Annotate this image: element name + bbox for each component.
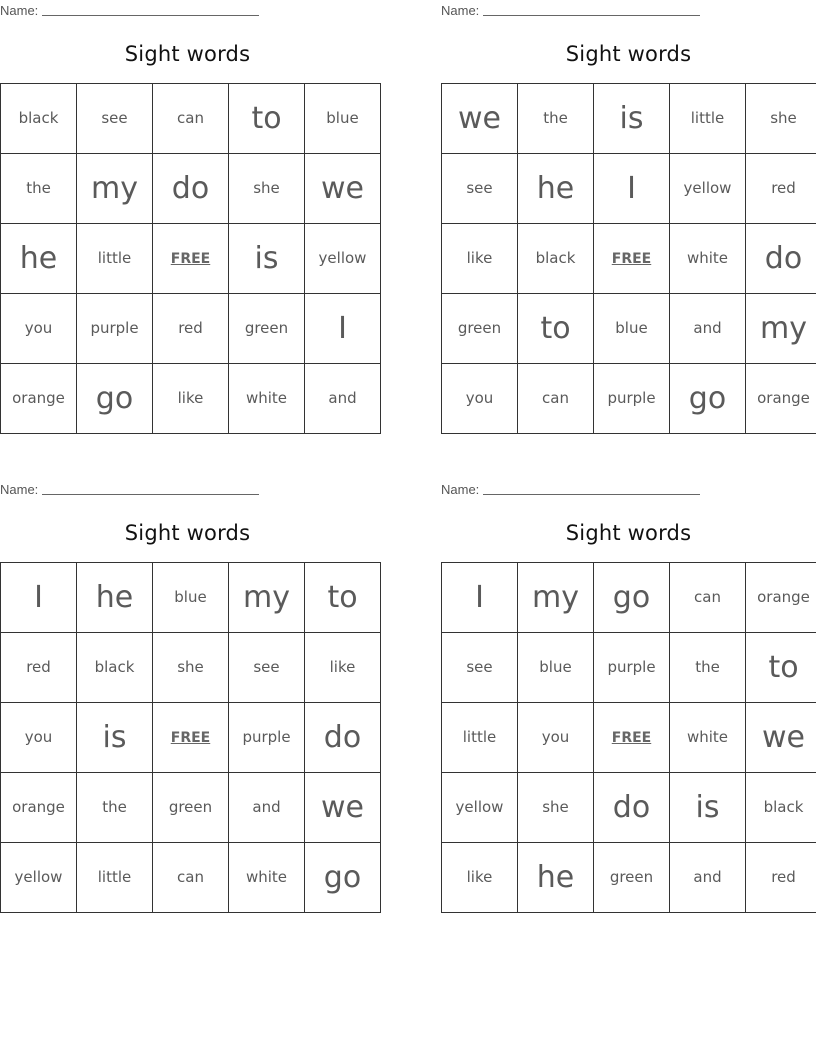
bingo-grid bbox=[0, 83, 381, 434]
name-label: Name: bbox=[441, 482, 480, 497]
grid-cell[interactable]: red bbox=[746, 843, 816, 913]
grid-cell[interactable]: the bbox=[77, 773, 153, 843]
name-label: Name: bbox=[0, 482, 39, 497]
name-label: Name: bbox=[0, 3, 39, 18]
name-underline[interactable] bbox=[483, 484, 700, 495]
grid-cell[interactable]: to bbox=[229, 84, 305, 154]
grid-row bbox=[442, 224, 816, 294]
grid-cell[interactable]: like bbox=[153, 364, 229, 434]
grid-cell[interactable]: she bbox=[746, 84, 816, 154]
grid-cell[interactable]: we bbox=[442, 84, 518, 154]
grid-cell[interactable]: my bbox=[518, 563, 594, 633]
grid-cell[interactable]: my bbox=[229, 563, 305, 633]
grid-cell[interactable]: is bbox=[670, 773, 746, 843]
grid-cell[interactable]: blue bbox=[518, 633, 594, 703]
grid-cell[interactable]: black bbox=[518, 224, 594, 294]
grid-cell[interactable]: do bbox=[746, 224, 816, 294]
grid-row bbox=[1, 84, 381, 154]
name-underline[interactable] bbox=[483, 5, 700, 16]
grid-cell[interactable]: like bbox=[442, 224, 518, 294]
grid-cell[interactable]: like bbox=[442, 843, 518, 913]
grid-cell[interactable]: go bbox=[594, 563, 670, 633]
name-field[interactable] bbox=[441, 3, 700, 18]
grid-cell[interactable]: white bbox=[229, 843, 305, 913]
grid-cell[interactable]: can bbox=[153, 843, 229, 913]
grid-cell[interactable]: little bbox=[442, 703, 518, 773]
grid-cell[interactable]: and bbox=[229, 773, 305, 843]
grid-row bbox=[442, 633, 816, 703]
grid-cell[interactable]: to bbox=[305, 563, 381, 633]
grid-cell[interactable]: white bbox=[670, 703, 746, 773]
grid-cell[interactable]: and bbox=[670, 294, 746, 364]
grid-row bbox=[1, 843, 381, 913]
grid-cell[interactable]: blue bbox=[594, 294, 670, 364]
grid-cell[interactable]: purple bbox=[594, 364, 670, 434]
grid-cell[interactable]: red bbox=[1, 633, 77, 703]
grid-cell[interactable]: I bbox=[305, 294, 381, 364]
name-field[interactable] bbox=[0, 482, 259, 497]
grid-cell[interactable]: see bbox=[77, 84, 153, 154]
name-underline[interactable] bbox=[42, 5, 259, 16]
grid-cell[interactable]: do bbox=[153, 154, 229, 224]
grid-cell[interactable]: he bbox=[1, 224, 77, 294]
grid-cell[interactable]: can bbox=[153, 84, 229, 154]
grid-cell[interactable]: is bbox=[229, 224, 305, 294]
grid-cell[interactable]: we bbox=[305, 154, 381, 224]
grid-cell[interactable]: I bbox=[1, 563, 77, 633]
grid-cell[interactable]: go bbox=[77, 364, 153, 434]
grid-cell[interactable]: see bbox=[442, 154, 518, 224]
bingo-card-2 bbox=[441, 0, 816, 435]
grid-cell[interactable]: little bbox=[77, 224, 153, 294]
grid-cell[interactable]: my bbox=[77, 154, 153, 224]
grid-row bbox=[1, 563, 381, 633]
grid-cell[interactable]: he bbox=[518, 154, 594, 224]
grid-cell[interactable]: I bbox=[594, 154, 670, 224]
grid-cell[interactable]: I bbox=[442, 563, 518, 633]
grid-cell[interactable]: white bbox=[670, 224, 746, 294]
grid-cell[interactable]: do bbox=[305, 703, 381, 773]
grid-cell[interactable]: orange bbox=[746, 563, 816, 633]
grid-cell[interactable]: you bbox=[1, 703, 77, 773]
bingo-card-3 bbox=[0, 479, 375, 914]
grid-row bbox=[442, 703, 816, 773]
free-space[interactable]: FREE bbox=[153, 224, 229, 294]
grid-cell[interactable]: she bbox=[229, 154, 305, 224]
name-field[interactable] bbox=[0, 3, 259, 18]
grid-row bbox=[1, 773, 381, 843]
grid-cell[interactable]: blue bbox=[305, 84, 381, 154]
grid-row bbox=[442, 843, 816, 913]
grid-cell[interactable]: see bbox=[229, 633, 305, 703]
grid-cell[interactable]: yellow bbox=[670, 154, 746, 224]
grid-cell[interactable]: orange bbox=[746, 364, 816, 434]
name-field[interactable] bbox=[441, 482, 700, 497]
grid-cell[interactable]: blue bbox=[153, 563, 229, 633]
grid-cell[interactable]: to bbox=[518, 294, 594, 364]
name-label: Name: bbox=[441, 3, 480, 18]
card-title: Sight words bbox=[124, 42, 251, 66]
grid-cell[interactable]: he bbox=[77, 563, 153, 633]
grid-row bbox=[442, 364, 816, 434]
grid-cell[interactable]: see bbox=[442, 633, 518, 703]
grid-cell[interactable]: yellow bbox=[1, 843, 77, 913]
grid-cell[interactable]: the bbox=[670, 633, 746, 703]
grid-row bbox=[442, 154, 816, 224]
grid-cell[interactable]: green bbox=[153, 773, 229, 843]
grid-cell[interactable]: like bbox=[305, 633, 381, 703]
grid-cell[interactable]: little bbox=[670, 84, 746, 154]
free-space[interactable]: FREE bbox=[594, 703, 670, 773]
grid-cell[interactable]: he bbox=[518, 843, 594, 913]
grid-cell[interactable]: and bbox=[670, 843, 746, 913]
grid-cell[interactable]: and bbox=[305, 364, 381, 434]
grid-row bbox=[442, 84, 816, 154]
grid-cell[interactable]: can bbox=[670, 563, 746, 633]
grid-cell[interactable]: my bbox=[746, 294, 816, 364]
bingo-card-1 bbox=[0, 0, 375, 435]
bingo-card-4 bbox=[441, 479, 816, 914]
card-title: Sight words bbox=[565, 42, 692, 66]
name-underline[interactable] bbox=[42, 484, 259, 495]
grid-cell[interactable]: she bbox=[153, 633, 229, 703]
grid-cell[interactable]: little bbox=[77, 843, 153, 913]
grid-cell[interactable]: green bbox=[594, 843, 670, 913]
grid-cell[interactable]: can bbox=[518, 364, 594, 434]
grid-cell[interactable]: white bbox=[229, 364, 305, 434]
grid-row bbox=[1, 703, 381, 773]
grid-cell[interactable]: is bbox=[77, 703, 153, 773]
grid-cell[interactable]: green bbox=[442, 294, 518, 364]
grid-row bbox=[442, 563, 816, 633]
grid-cell[interactable]: red bbox=[153, 294, 229, 364]
grid-cell[interactable]: purple bbox=[77, 294, 153, 364]
grid-cell[interactable]: is bbox=[594, 84, 670, 154]
free-space[interactable]: FREE bbox=[594, 224, 670, 294]
grid-cell[interactable]: orange bbox=[1, 773, 77, 843]
grid-row bbox=[1, 224, 381, 294]
free-space[interactable]: FREE bbox=[153, 703, 229, 773]
grid-row bbox=[1, 364, 381, 434]
grid-cell[interactable]: you bbox=[518, 703, 594, 773]
grid-cell[interactable]: green bbox=[229, 294, 305, 364]
bingo-grid bbox=[441, 83, 816, 434]
grid-cell[interactable]: go bbox=[670, 364, 746, 434]
grid-cell[interactable]: black bbox=[77, 633, 153, 703]
card-title: Sight words bbox=[124, 521, 251, 545]
card-title: Sight words bbox=[565, 521, 692, 545]
grid-cell[interactable]: the bbox=[1, 154, 77, 224]
grid-cell[interactable]: you bbox=[442, 364, 518, 434]
grid-cell[interactable]: orange bbox=[1, 364, 77, 434]
grid-cell[interactable]: yellow bbox=[442, 773, 518, 843]
grid-cell[interactable]: to bbox=[746, 633, 816, 703]
grid-cell[interactable]: yellow bbox=[305, 224, 381, 294]
grid-row bbox=[1, 294, 381, 364]
bingo-grid bbox=[0, 562, 381, 913]
grid-cell[interactable]: purple bbox=[594, 633, 670, 703]
grid-cell[interactable]: we bbox=[305, 773, 381, 843]
grid-row bbox=[442, 773, 816, 843]
grid-cell[interactable]: black bbox=[1, 84, 77, 154]
grid-cell[interactable]: you bbox=[1, 294, 77, 364]
grid-cell[interactable]: do bbox=[594, 773, 670, 843]
grid-cell[interactable]: purple bbox=[229, 703, 305, 773]
grid-row bbox=[1, 154, 381, 224]
grid-row bbox=[1, 633, 381, 703]
grid-cell[interactable]: go bbox=[305, 843, 381, 913]
grid-row bbox=[442, 294, 816, 364]
grid-cell[interactable]: we bbox=[746, 703, 816, 773]
bingo-grid bbox=[441, 562, 816, 913]
grid-cell[interactable]: black bbox=[746, 773, 816, 843]
grid-cell[interactable]: red bbox=[746, 154, 816, 224]
grid-cell[interactable]: she bbox=[518, 773, 594, 843]
grid-cell[interactable]: the bbox=[518, 84, 594, 154]
